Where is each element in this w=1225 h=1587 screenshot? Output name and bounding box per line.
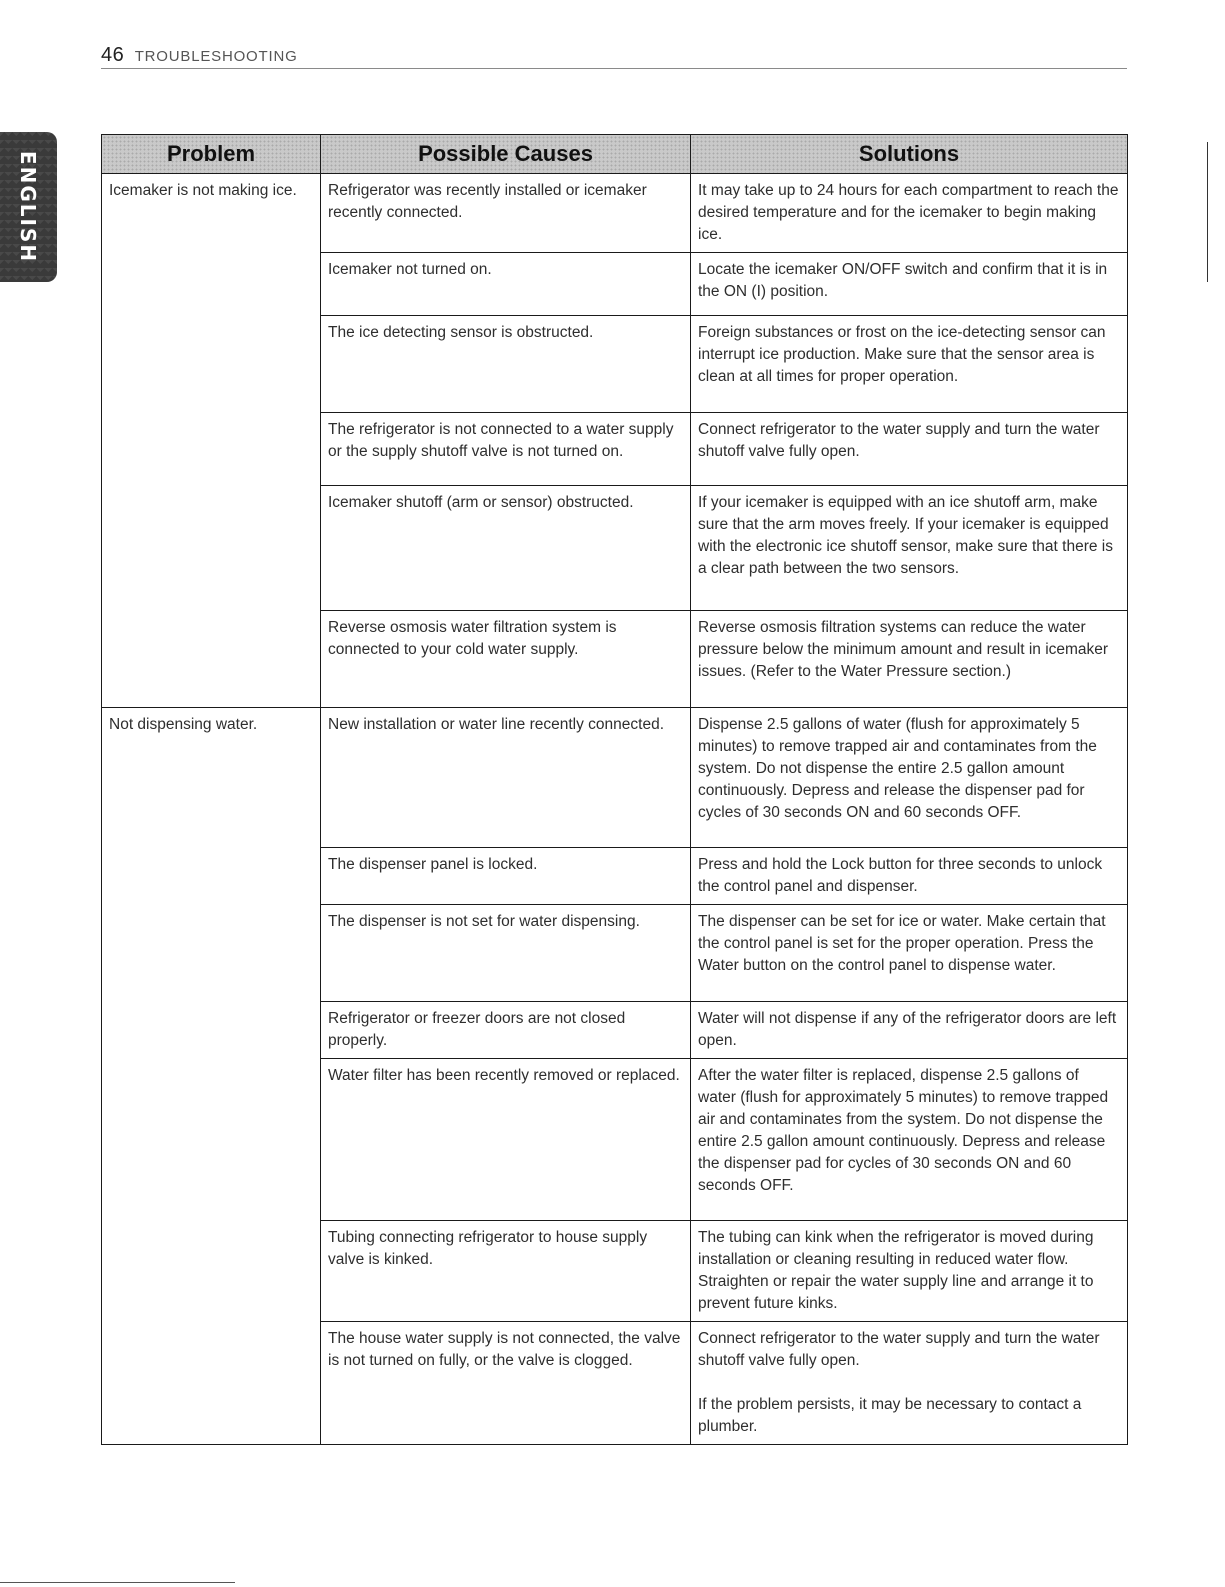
table-header-row [102,135,1128,174]
problem-cell: Not dispensing water. [102,708,321,1445]
page-header [101,44,1127,69]
cause-cell: The ice detecting sensor is obstructed. [321,316,691,413]
cause-cell: The dispenser is not set for water dispensing. [321,905,691,1002]
cause-cell: Tubing connecting refrigerator to house supply valve is kinked. [321,1221,691,1322]
cause-cell: Icemaker not turned on. [321,253,691,316]
margin-rule [1207,142,1208,282]
solution-cell: Locate the icemaker ON/OFF switch and confirm that it is in the ON (I) position. [691,253,1128,316]
header-problem: Problem [102,135,321,174]
table-row [102,174,1128,253]
cause-cell: Water filter has been recently removed or replaced. [321,1059,691,1221]
cause-cell: The refrigerator is not connected to a water supply or the supply shutoff valve is not turned on. [321,413,691,486]
solution-cell: The dispenser can be set for ice or water. Make certain that the control panel is set for the proper operation. Press the Water button on the control panel to dispense water. [691,905,1128,1002]
header-possible-causes: Possible Causes [321,135,691,174]
solution-cell: Foreign substances or frost on the ice-detecting sensor can interrupt ice production. Make sure that the sensor area is clean at all times for proper operation. [691,316,1128,413]
cause-cell: Reverse osmosis water filtration system is connected to your cold water supply. [321,611,691,708]
solution-note: If the problem persists, it may be necessary to contact a plumber. [698,1396,1082,1435]
solution-cell: Dispense 2.5 gallons of water (flush for approximately 5 minutes) to remove trapped air and contaminates from the system. Do not dispense the entire 2.5 gallon amount continuously. Depress and release the dispenser pad for cycles of 30 seconds ON and 60 seconds OFF. [691,708,1128,848]
solution-cell [691,1322,1128,1445]
solution-cell: If your icemaker is equipped with an ice shutoff arm, make sure that the arm moves freely. If your icemaker is equipped with the electronic ice shutoff sensor, make sure that there is a clear path between the two sensors. [691,486,1128,611]
solution-cell: Reverse osmosis filtration systems can reduce the water pressure below the minimum amount and result in icemaker issues. (Refer to the Water Pressure section.) [691,611,1128,708]
header-solutions: Solutions [691,135,1128,174]
solution-cell: Water will not dispense if any of the refrigerator doors are left open. [691,1002,1128,1059]
cause-cell: The house water supply is not connected, the valve is not turned on fully, or the valve is clogged. [321,1322,691,1445]
cause-cell: The dispenser panel is locked. [321,848,691,905]
cause-cell: Icemaker shutoff (arm or sensor) obstructed. [321,486,691,611]
section-title: TROUBLESHOOTING [134,48,298,65]
problem-cell: Icemaker is not making ice. [102,174,321,708]
troubleshooting-table [101,134,1128,1445]
solution-cell: Press and hold the Lock button for three seconds to unlock the control panel and dispenser. [691,848,1128,905]
solution-cell: The tubing can kink when the refrigerator is moved during installation or cleaning resulting in reduced water flow. Straighten or repair the water supply line and arrange it to prevent future kinks. [691,1221,1128,1322]
table-row [102,708,1128,848]
footer-rule [0,1582,235,1583]
solution-text: Connect refrigerator to the water supply and turn the water shutoff valve fully open. [698,1330,1100,1369]
solution-cell: Connect refrigerator to the water supply and turn the water shutoff valve fully open. [691,413,1128,486]
solution-cell: After the water filter is replaced, dispense 2.5 gallons of water (flush for approximately 5 minutes) to remove trapped air and contaminates from the system. Do not dispense the entire 2.5 gallon amount continuously. Depress and release the dispenser pad for cycles of 30 seconds ON and 60 seconds OFF. [691,1059,1128,1221]
cause-cell: Refrigerator or freezer doors are not closed properly. [321,1002,691,1059]
page-number: 46 [101,44,125,66]
cause-cell: Refrigerator was recently installed or icemaker recently connected. [321,174,691,253]
solution-cell: It may take up to 24 hours for each compartment to reach the desired temperature and for the icemaker to begin making ice. [691,174,1128,253]
cause-cell: New installation or water line recently connected. [321,708,691,848]
language-tab-label: ENGLISH [16,150,40,264]
